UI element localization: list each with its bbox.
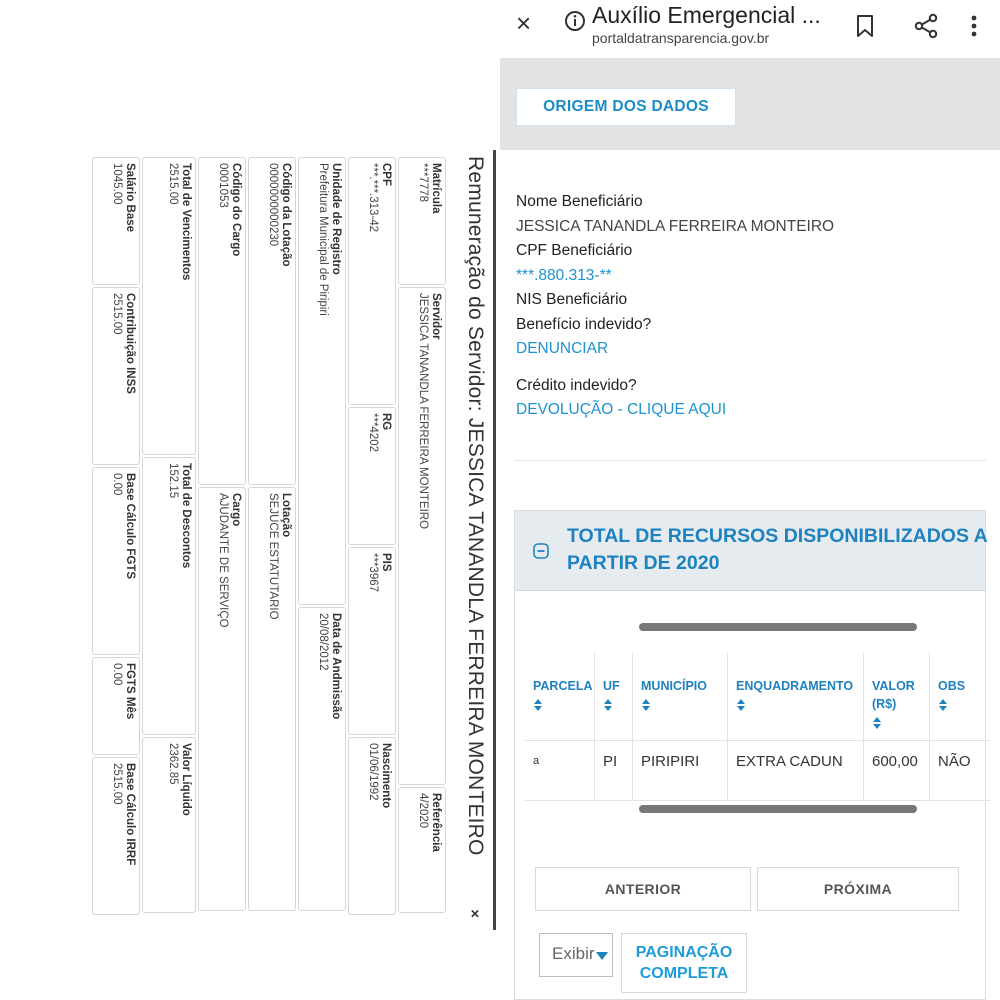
field-value: AJUDANTE DE SERVIÇO bbox=[217, 493, 229, 628]
cell-parcela: a bbox=[525, 741, 595, 801]
field-base-irrf bbox=[92, 757, 140, 915]
mobile-browser bbox=[500, 0, 1000, 1000]
col-label: PARCELA bbox=[533, 679, 593, 693]
payroll-card bbox=[26, 150, 496, 930]
denunciar-link[interactable]: DENUNCIAR bbox=[516, 340, 609, 357]
sort-icon[interactable] bbox=[533, 699, 543, 711]
field-rg bbox=[348, 407, 396, 545]
field-value: ***.***.313-42 bbox=[367, 163, 379, 233]
field-referencia bbox=[398, 787, 446, 913]
field-label: RG bbox=[380, 413, 392, 431]
sort-icon[interactable] bbox=[938, 699, 948, 711]
field-value: ***3967 bbox=[367, 553, 379, 593]
recursos-table bbox=[535, 653, 987, 803]
collapse-minus-icon[interactable] bbox=[533, 543, 549, 559]
field-servidor bbox=[398, 287, 446, 785]
field-label: Servidor bbox=[430, 293, 442, 340]
field-base-fgts bbox=[92, 467, 140, 655]
field-value: ***4202 bbox=[367, 413, 379, 453]
recursos-panel-header[interactable] bbox=[515, 511, 988, 591]
credito-indevido-label: Crédito indevido? bbox=[516, 376, 637, 394]
field-value: Prefeitura Municipal de Piripiri bbox=[317, 163, 329, 316]
payroll-row-6 bbox=[141, 156, 197, 916]
col-parcela-header[interactable] bbox=[525, 653, 595, 741]
payroll-row-1 bbox=[397, 156, 447, 916]
payroll-row-2 bbox=[347, 156, 397, 916]
field-data-admissao bbox=[298, 607, 346, 911]
field-codigo-lotacao bbox=[248, 157, 296, 485]
field-value: ***7778 bbox=[417, 163, 429, 203]
col-enquadramento-header[interactable] bbox=[728, 653, 864, 741]
field-value: 20/08/2012 bbox=[317, 613, 329, 671]
col-label: ENQUADRAMENTO bbox=[736, 679, 854, 693]
field-label: PIS bbox=[380, 553, 392, 572]
nome-value: JESSICA TANANDLA FERREIRA MONTEIRO bbox=[516, 217, 835, 235]
field-label: Total de Descontos bbox=[180, 463, 192, 569]
table-header-row bbox=[525, 653, 990, 741]
field-lotacao bbox=[248, 487, 296, 911]
origem-band bbox=[500, 58, 1000, 150]
more-options-icon[interactable] bbox=[968, 12, 980, 40]
field-value: 2515.00 bbox=[167, 163, 179, 205]
cpf-label: CPF Beneficiário bbox=[516, 242, 633, 259]
field-label: Código do Cargo bbox=[230, 163, 242, 257]
site-info-icon[interactable] bbox=[564, 10, 586, 32]
full-pagination-button[interactable]: PAGINAÇÃO COMPLETA bbox=[621, 933, 747, 993]
next-page-button[interactable]: PRÓXIMA bbox=[757, 867, 959, 911]
field-label: FGTS Mês bbox=[124, 663, 136, 720]
field-label: CPF bbox=[380, 163, 392, 186]
col-label: OBS bbox=[938, 679, 966, 693]
field-label: Matrícula bbox=[430, 163, 442, 214]
field-value: 0.00 bbox=[111, 663, 123, 686]
field-value: 1045.00 bbox=[111, 163, 123, 205]
sort-icon[interactable] bbox=[603, 699, 613, 711]
sort-icon[interactable] bbox=[641, 699, 651, 711]
field-total-descontos bbox=[142, 457, 196, 735]
field-label: Base Cálculo IRRF bbox=[124, 763, 136, 866]
recursos-panel bbox=[514, 510, 986, 1000]
field-unidade-registro bbox=[298, 157, 346, 605]
page-size-value: Exibir bbox=[552, 944, 595, 963]
nome-label: Nome Beneficiário bbox=[516, 193, 643, 210]
cell-valor: 600,00 bbox=[864, 741, 930, 801]
section-divider bbox=[514, 460, 986, 461]
payroll-close-button[interactable]: × bbox=[466, 909, 483, 918]
field-label: Data de Andmissão bbox=[330, 613, 342, 720]
field-contribuicao-inss bbox=[92, 287, 140, 465]
field-salario-base bbox=[92, 157, 140, 285]
field-nascimento bbox=[348, 737, 396, 915]
table-scrollbar-top[interactable] bbox=[639, 623, 917, 631]
share-icon[interactable] bbox=[912, 12, 940, 40]
col-label: MUNICÍPIO bbox=[641, 679, 707, 693]
field-pis bbox=[348, 547, 396, 735]
field-value: JESSICA TANANDLA FERREIRA MONTEIRO bbox=[417, 293, 429, 530]
field-label: Contribuição INSS bbox=[124, 293, 136, 394]
field-label: Código da Lotação bbox=[280, 163, 292, 267]
tab-url[interactable]: portaldatransparencia.gov.br bbox=[592, 30, 770, 46]
col-label: VALOR (R$) bbox=[872, 679, 915, 711]
field-value: 0.00 bbox=[111, 473, 123, 496]
browser-toolbar bbox=[500, 0, 1000, 58]
col-label: UF bbox=[603, 679, 620, 693]
col-uf-header[interactable] bbox=[595, 653, 633, 741]
field-value: 0001053 bbox=[217, 163, 229, 208]
close-tab-button[interactable]: × bbox=[516, 8, 532, 38]
payroll-row-7 bbox=[91, 156, 141, 916]
payroll-title: Remuneração do Servidor: JESSICA TANANDLA FERREIRA MONTEIRO bbox=[464, 156, 487, 856]
payroll-rotated-host bbox=[26, 150, 496, 930]
nis-label: NIS Beneficiário bbox=[516, 291, 628, 308]
bookmark-icon[interactable] bbox=[854, 14, 876, 38]
field-label: Lotação bbox=[280, 493, 292, 538]
field-fgts-mes bbox=[92, 657, 140, 755]
devolucao-link[interactable]: DEVOLUÇÃO - CLIQUE AQUI bbox=[516, 401, 727, 418]
cell-obs: NÃO bbox=[930, 741, 990, 801]
sort-icon[interactable] bbox=[872, 717, 882, 729]
table-row bbox=[525, 741, 990, 801]
field-value: SEJUCE ESTATUTARIO bbox=[267, 493, 279, 620]
page-size-select[interactable] bbox=[539, 933, 613, 977]
field-label: Base Cálculo FGTS bbox=[124, 473, 136, 580]
payroll-row-3 bbox=[297, 156, 347, 916]
payroll-grid bbox=[91, 156, 447, 916]
recursos-title: TOTAL DE RECURSOS DISPONIBILIZADOS A PARTIR DE 2020 bbox=[567, 525, 988, 574]
field-value: 152.15 bbox=[167, 463, 179, 499]
field-value: 4/2020 bbox=[417, 793, 429, 829]
beneficio-indevido-label: Benefício indevido? bbox=[516, 315, 652, 333]
field-label: Total de Vencimentos bbox=[180, 163, 192, 281]
field-cpf bbox=[348, 157, 396, 405]
payroll-row-4 bbox=[247, 156, 297, 916]
cell-uf: PI bbox=[595, 741, 633, 801]
tab-title: Auxílio Emergencial ... bbox=[592, 2, 821, 28]
field-valor-liquido bbox=[142, 737, 196, 913]
col-obs-header[interactable] bbox=[930, 653, 990, 741]
payroll-row-5 bbox=[197, 156, 247, 916]
col-valor-header[interactable] bbox=[864, 653, 930, 741]
previous-page-button[interactable]: ANTERIOR bbox=[535, 867, 751, 911]
cell-enquadramento: EXTRA CADUN bbox=[728, 741, 864, 801]
field-value: 2515.00 bbox=[111, 763, 123, 805]
field-cargo bbox=[198, 487, 246, 911]
field-codigo-cargo bbox=[198, 157, 246, 485]
cell-municipio: PIRIPIRI bbox=[633, 741, 728, 801]
field-label: Unidade de Registro bbox=[330, 163, 342, 275]
col-municipio-header[interactable] bbox=[633, 653, 728, 741]
beneficiario-info bbox=[516, 190, 986, 423]
dropdown-arrow-icon bbox=[596, 952, 608, 960]
field-label: Salário Base bbox=[124, 163, 136, 233]
field-value: 01/06/1992 bbox=[367, 743, 379, 801]
field-label: Valor Líquido bbox=[180, 743, 192, 816]
sort-icon[interactable] bbox=[736, 699, 746, 711]
field-label: Nascimento bbox=[380, 743, 392, 809]
table-scrollbar-bottom[interactable] bbox=[639, 805, 917, 813]
cpf-value: ***.880.313-** bbox=[516, 266, 612, 284]
field-value: 0000000000230 bbox=[267, 163, 279, 247]
field-value: 2362.85 bbox=[167, 743, 179, 785]
field-value: 2515.00 bbox=[111, 293, 123, 335]
origem-dos-dados-button[interactable]: ORIGEM DOS DADOS bbox=[516, 88, 736, 126]
field-label: Cargo bbox=[230, 493, 242, 527]
field-matricula bbox=[398, 157, 446, 285]
field-label: Referência bbox=[430, 793, 442, 852]
field-total-vencimentos bbox=[142, 157, 196, 455]
